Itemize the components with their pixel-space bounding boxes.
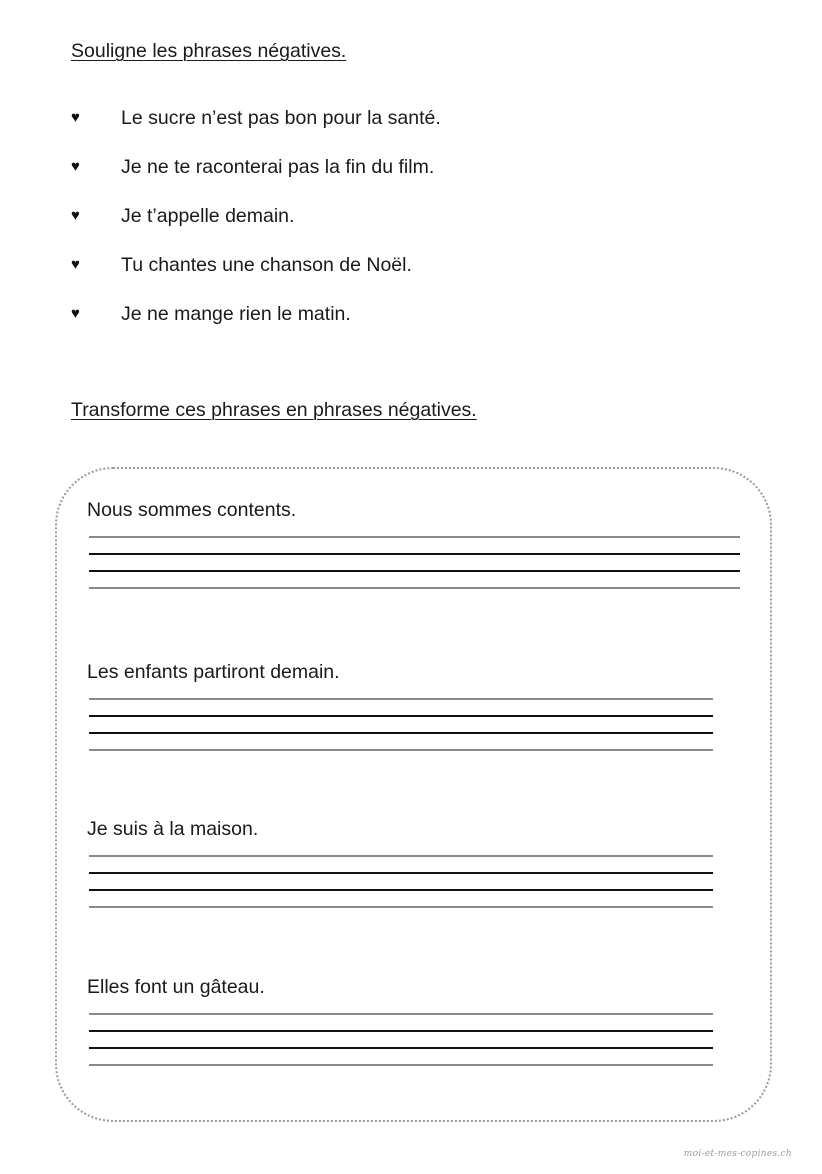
writing-line (89, 732, 713, 734)
heart-icon: ♥ (71, 109, 80, 126)
exercise-sentence: Elles font un gâteau. (87, 976, 265, 998)
writing-line (89, 553, 740, 555)
writing-lines[interactable] (87, 1013, 265, 1073)
exercise-item (87, 975, 265, 1073)
watermark: moi-et-mes-copines.ch (683, 1149, 792, 1159)
writing-line (89, 1047, 713, 1049)
list-item (71, 253, 441, 302)
exercise-item (87, 660, 340, 758)
list-item (71, 155, 441, 204)
writing-line (89, 1030, 713, 1032)
sentence-list (71, 106, 441, 351)
instruction-heading-underline: Souligne les phrases négatives. (71, 40, 347, 62)
list-item (71, 302, 441, 351)
heart-icon: ♥ (71, 305, 80, 322)
heart-icon: ♥ (71, 256, 80, 273)
writing-lines[interactable] (87, 855, 258, 915)
exercise-sentence: Les enfants partiront demain. (87, 661, 340, 683)
writing-line (89, 715, 713, 717)
writing-line (89, 698, 713, 700)
writing-line (89, 906, 713, 908)
list-item (71, 106, 441, 155)
writing-line (89, 872, 713, 874)
writing-line (89, 1013, 713, 1015)
sentence-text: Je ne te raconterai pas la fin du film. (121, 156, 435, 178)
instruction-heading-transform: Transforme ces phrases en phrases négatives. (71, 399, 477, 421)
exercise-sentence: Nous sommes contents. (87, 499, 297, 521)
writing-lines[interactable] (87, 698, 340, 758)
heart-icon: ♥ (71, 207, 80, 224)
writing-line (89, 889, 713, 891)
writing-lines[interactable] (87, 536, 296, 596)
exercise-sentence: Je suis à la maison. (87, 818, 259, 840)
writing-line (89, 587, 740, 589)
sentence-text: Le sucre n’est pas bon pour la santé. (121, 107, 441, 129)
list-item (71, 204, 441, 253)
sentence-text: Je ne mange rien le matin. (121, 303, 351, 325)
writing-line (89, 1064, 713, 1066)
sentence-text: Je t’appelle demain. (121, 205, 295, 227)
writing-line (89, 855, 713, 857)
exercise-item (87, 817, 258, 915)
writing-line (89, 536, 740, 538)
heart-icon: ♥ (71, 158, 80, 175)
exercise-item (87, 498, 296, 596)
writing-line (89, 749, 713, 751)
writing-line (89, 570, 740, 572)
sentence-text: Tu chantes une chanson de Noël. (121, 254, 412, 276)
